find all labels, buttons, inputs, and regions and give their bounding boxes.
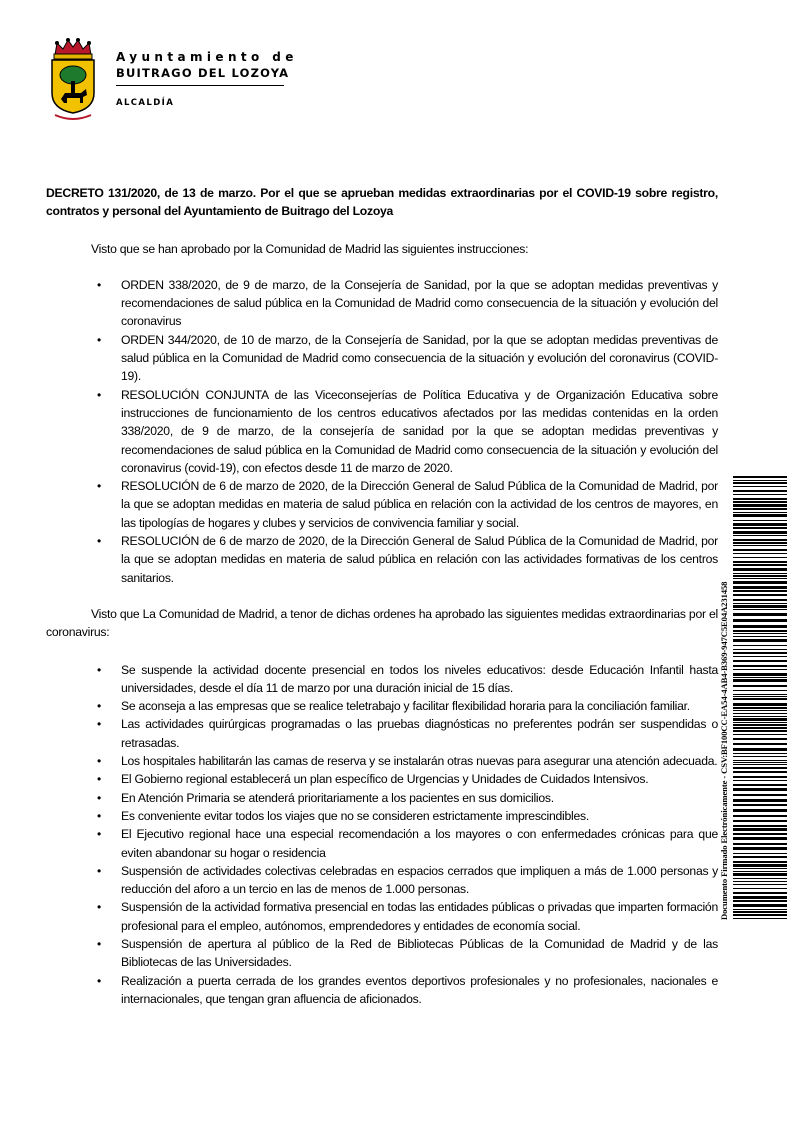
measures-list <box>46 661 718 1009</box>
list-item: • ORDEN 338/2020, de 9 de marzo, de la Consejería de Sanidad, por la que se adoptan medidas preventivas y recomendaciones de salud pública en la Comunidad de Madrid como consecuencia de la situación y evolución del coronavirus <box>97 277 718 329</box>
list-item: • RESOLUCIÓN de 6 de marzo de 2020, de la Dirección General de Salud Pública de la Comunidad de Madrid, por la que se adoptan medidas en materia de salud pública en relación con la actividad de los centros de mayores, en las tipologías de hogares y clubes y servicios de convivencia familiar y social. <box>97 479 718 530</box>
barcode-bar <box>733 918 787 919</box>
barcode-bar <box>733 892 787 894</box>
coat-of-arms-logo <box>47 37 99 121</box>
barcode-bar <box>733 578 787 579</box>
barcode-bar <box>733 498 787 500</box>
decree-body <box>46 184 718 1008</box>
barcode-bar <box>733 809 787 812</box>
barcode-bar <box>733 690 787 691</box>
barcode-bar <box>733 673 787 676</box>
barcode-bar <box>733 767 787 769</box>
barcode-bar <box>733 896 787 899</box>
barcode-bar <box>733 679 787 682</box>
barcode-bar <box>733 581 787 584</box>
list-item: • Se suspende la actividad docente presencial en todos los niveles educativos: desde Educación Infantil hasta universidades, desde el día 11 de marzo por una duración inicial de 15 días. <box>97 662 718 695</box>
org-name-line1: Ayuntamiento de <box>116 50 298 64</box>
barcode-bar <box>733 652 787 654</box>
bullet-icon: • <box>97 863 101 878</box>
barcode-bar <box>733 490 787 492</box>
decree-title: DECRETO 131/2020, de 13 de marzo. Por el que se aprueban medidas extraordinarias por el COVID-19 sobre registro, contratos y personal del Ayuntamiento de Buitrago del Lozoya <box>46 186 718 219</box>
barcode-bar <box>733 764 787 765</box>
barcode-bar <box>733 625 787 628</box>
barcode-bar <box>733 804 787 806</box>
barcode-bar <box>733 703 787 706</box>
barcode-bar <box>733 476 787 478</box>
bullet-icon: • <box>97 277 101 292</box>
barcode-bar <box>733 730 787 732</box>
barcode-bar <box>733 523 787 526</box>
barcode-bar <box>733 734 787 735</box>
list-item: • RESOLUCIÓN de 6 de marzo de 2020, de la Dirección General de Salud Pública de la Comunidad de Madrid, por la que se adoptan medidas en materia de salud pública en relación con las actividades formativas de los centros sanitarios. <box>97 534 718 585</box>
barcode-bar <box>733 776 787 778</box>
list-item: • Las actividades quirúrgicas programadas o las pruebas diagnósticas no preferentes podrán ser suspendidas o retrasadas. <box>97 717 718 750</box>
barcode-bar <box>733 542 787 544</box>
barcode-bar <box>733 914 787 916</box>
list-item: • El Gobierno regional establecerá un plan específico de Urgencias y Unidades de Cuidados Intensivos. <box>46 770 718 788</box>
barcode-bar <box>733 799 787 802</box>
barcode-bar <box>733 609 787 610</box>
barcode-bar <box>733 884 787 885</box>
barcode-bar <box>733 784 787 786</box>
barcode-bar <box>733 561 787 563</box>
barcode-bar <box>733 665 787 667</box>
letterhead-divider <box>116 85 284 86</box>
electronic-signature-csv: Documento Firmado Electrónicamente - CSV:BF100CC-EA54-4AB4-B369-947C5E04A231458 <box>719 581 729 920</box>
barcode-bar <box>733 696 787 697</box>
barcode-bar <box>733 843 787 845</box>
list-item: • Suspensión de apertura al público de la Red de Bibliotecas Públicas de la Comunidad de Madrid y de las Bibliotecas de las Universidades. <box>97 936 718 970</box>
verification-barcode <box>733 476 787 920</box>
bullet-icon: • <box>97 332 101 347</box>
barcode-bar <box>733 722 787 723</box>
bullet-icon: • <box>97 973 101 988</box>
barcode-bar <box>733 660 787 662</box>
bullet-icon: • <box>97 936 101 951</box>
bullet-icon: • <box>97 808 101 823</box>
barcode-bar <box>733 669 787 670</box>
barcode-bar <box>733 568 787 571</box>
barcode-bar <box>733 881 787 882</box>
list-item: • Es conveniente evitar todos los viajes que no se consideren estrictamente imprescindibles. <box>46 807 718 825</box>
measures-intro-paragraph: Visto que La Comunidad de Madrid, a tenor de dichas ordenes ha aprobado las siguientes medidas extraordinarias por el coronavirus: <box>46 606 718 640</box>
barcode-bar <box>733 873 787 876</box>
barcode-bar <box>733 713 787 714</box>
barcode-bar <box>733 856 787 858</box>
barcode-bar <box>733 494 787 495</box>
barcode-bar <box>733 677 787 678</box>
barcode-bar <box>733 539 787 541</box>
barcode-bar <box>733 718 787 721</box>
bullet-icon: • <box>97 900 101 915</box>
barcode-bar <box>733 514 787 517</box>
barcode-bar <box>733 545 787 546</box>
barcode-bar <box>733 716 787 717</box>
bullet-icon: • <box>97 699 101 714</box>
barcode-bar <box>733 520 787 521</box>
intro-paragraph: Visto que se han aprobado por la Comunidad de Madrid las siguientes instrucciones: <box>91 241 529 256</box>
barcode-bar <box>733 636 787 637</box>
barcode-bar <box>733 771 787 773</box>
barcode-bar <box>733 685 787 687</box>
barcode-bar <box>733 760 787 761</box>
list-item: • Los hospitales habilitarán las camas de reserva y se instalarán otras nuevas para asegurar una atención adecuada. <box>46 752 718 770</box>
barcode-bar <box>733 707 787 709</box>
list-item: • El Ejecutivo regional hace una especial recomendación a los mayores o con enfermedades crónicas para que eviten abandonar su hogar o residencia <box>97 827 718 860</box>
barcode-bar <box>733 605 787 608</box>
barcode-bar <box>733 861 787 863</box>
barcode-bar <box>733 815 787 817</box>
barcode-bar <box>733 633 787 634</box>
barcode-bar <box>733 575 787 577</box>
barcode-bar <box>733 535 787 536</box>
barcode-bar <box>733 724 787 726</box>
barcode-bar <box>733 878 787 879</box>
bullet-icon: • <box>97 790 101 805</box>
barcode-bar <box>733 649 787 650</box>
list-item: • En Atención Primaria se atenderá prioritariamente a los pacientes en sus domicilios. <box>46 789 718 807</box>
bullet-icon: • <box>97 387 101 402</box>
bullet-icon: • <box>97 479 101 494</box>
barcode-bar <box>733 780 787 781</box>
barcode-bar <box>733 853 787 854</box>
bullet-icon: • <box>97 662 101 677</box>
barcode-bar <box>733 594 787 596</box>
barcode-bar <box>733 911 787 913</box>
barcode-bar <box>733 630 787 632</box>
barcode-bar <box>733 864 787 867</box>
barcode-bar <box>733 833 787 835</box>
barcode-bar <box>733 639 787 642</box>
bullet-icon: • <box>97 827 101 842</box>
barcode-bar <box>733 888 787 889</box>
barcode-bar <box>733 794 787 796</box>
barcode-bar <box>733 531 787 534</box>
barcode-bar <box>733 501 787 503</box>
barcode-bar <box>733 904 787 907</box>
barcode-bar <box>733 480 787 481</box>
org-department: ALCALDÍA <box>116 98 175 108</box>
barcode-bar <box>733 656 787 657</box>
barcode-bar <box>733 837 787 840</box>
barcode-bar <box>733 762 787 763</box>
barcode-bar <box>733 868 787 869</box>
barcode-bar <box>733 753 787 754</box>
barcode-bar <box>733 788 787 791</box>
barcode-bar <box>733 900 787 902</box>
barcode-bar <box>733 909 787 910</box>
bullet-icon: • <box>97 534 101 549</box>
barcode-bar <box>733 820 787 822</box>
barcode-bar <box>733 590 787 592</box>
barcode-bar <box>733 586 787 589</box>
barcode-bar <box>733 847 787 850</box>
barcode-bar <box>733 527 787 529</box>
barcode-bar <box>733 553 787 554</box>
barcode-bar <box>733 694 787 695</box>
barcode-bar <box>733 564 787 566</box>
list-item: • RESOLUCIÓN CONJUNTA de las Viceconsejerías de Política Educativa y de Organización Educativa sobre instrucciones de funcionamiento de los centros educativos afectados por las medidas contenidas en la orden 338/2020, de 9 de marzo, de la consejería de sanidad por la que se adoptan medidas preventivas y recomendaciones de salud pública en la Comunidad de Madrid como consecuencia de la situación y evolución del coronavirus (covid-19), con efectos desde 11 de marzo de 2020. <box>97 387 718 475</box>
barcode-bar <box>733 756 787 757</box>
barcode-bar <box>733 871 787 872</box>
barcode-bar <box>733 613 787 616</box>
list-item: • Suspensión de la actividad formativa presencial en todas las entidades públicas o privadas que imparten formación profesional para el empleo, autónomos, emprendedores y entidades de economía social. <box>97 900 718 933</box>
instructions-list <box>46 276 718 587</box>
barcode-bar <box>733 619 787 622</box>
barcode-bar <box>733 727 787 729</box>
barcode-bar <box>733 825 787 827</box>
list-item: • ORDEN 344/2020, de 10 de marzo, de la Consejería de Sanidad, por la que se adoptan medidas preventivas de salud pública en la Comunidad de Madrid como consecuencia de la situación y evolución del coronavirus (COVID-19). <box>97 332 718 384</box>
barcode-bar <box>733 738 787 740</box>
barcode-bar <box>733 482 787 484</box>
barcode-bar <box>733 645 787 646</box>
bullet-icon: • <box>97 772 101 787</box>
bullet-icon: • <box>97 754 101 769</box>
barcode-bar <box>733 599 787 601</box>
barcode-bar <box>733 549 787 551</box>
org-name-line2: BUITRAGO DEL LOZOYA <box>116 66 290 80</box>
letterhead <box>116 50 298 108</box>
list-item: • Realización a puerta cerrada de los grandes eventos deportivos profesionales y no profesionales, nacionales e internacionales, que tengan gran afluencia de aficionados. <box>97 973 718 1006</box>
barcode-bar <box>733 508 787 510</box>
barcode-bar <box>733 710 787 711</box>
barcode-bar <box>733 698 787 700</box>
barcode-bar <box>733 573 787 574</box>
barcode-bar <box>733 512 787 513</box>
bullet-icon: • <box>97 717 101 732</box>
barcode-bar <box>733 828 787 831</box>
barcode-bar <box>733 748 787 751</box>
barcode-bar <box>733 603 787 604</box>
barcode-bar <box>733 557 787 558</box>
list-item: • Se aconseja a las empresas que se realice teletrabajo y facilitar flexibilidad horaria para la conciliación familiar. <box>46 697 718 715</box>
barcode-bar <box>733 504 787 507</box>
barcode-bar <box>733 743 787 745</box>
list-item: • Suspensión de actividades colectivas celebradas en espacios cerrados que impliquen a más de 1.000 personas y reducción del aforo a un tercio en las de menos de 1.000 personas. <box>97 863 718 897</box>
barcode-bar <box>733 486 787 487</box>
